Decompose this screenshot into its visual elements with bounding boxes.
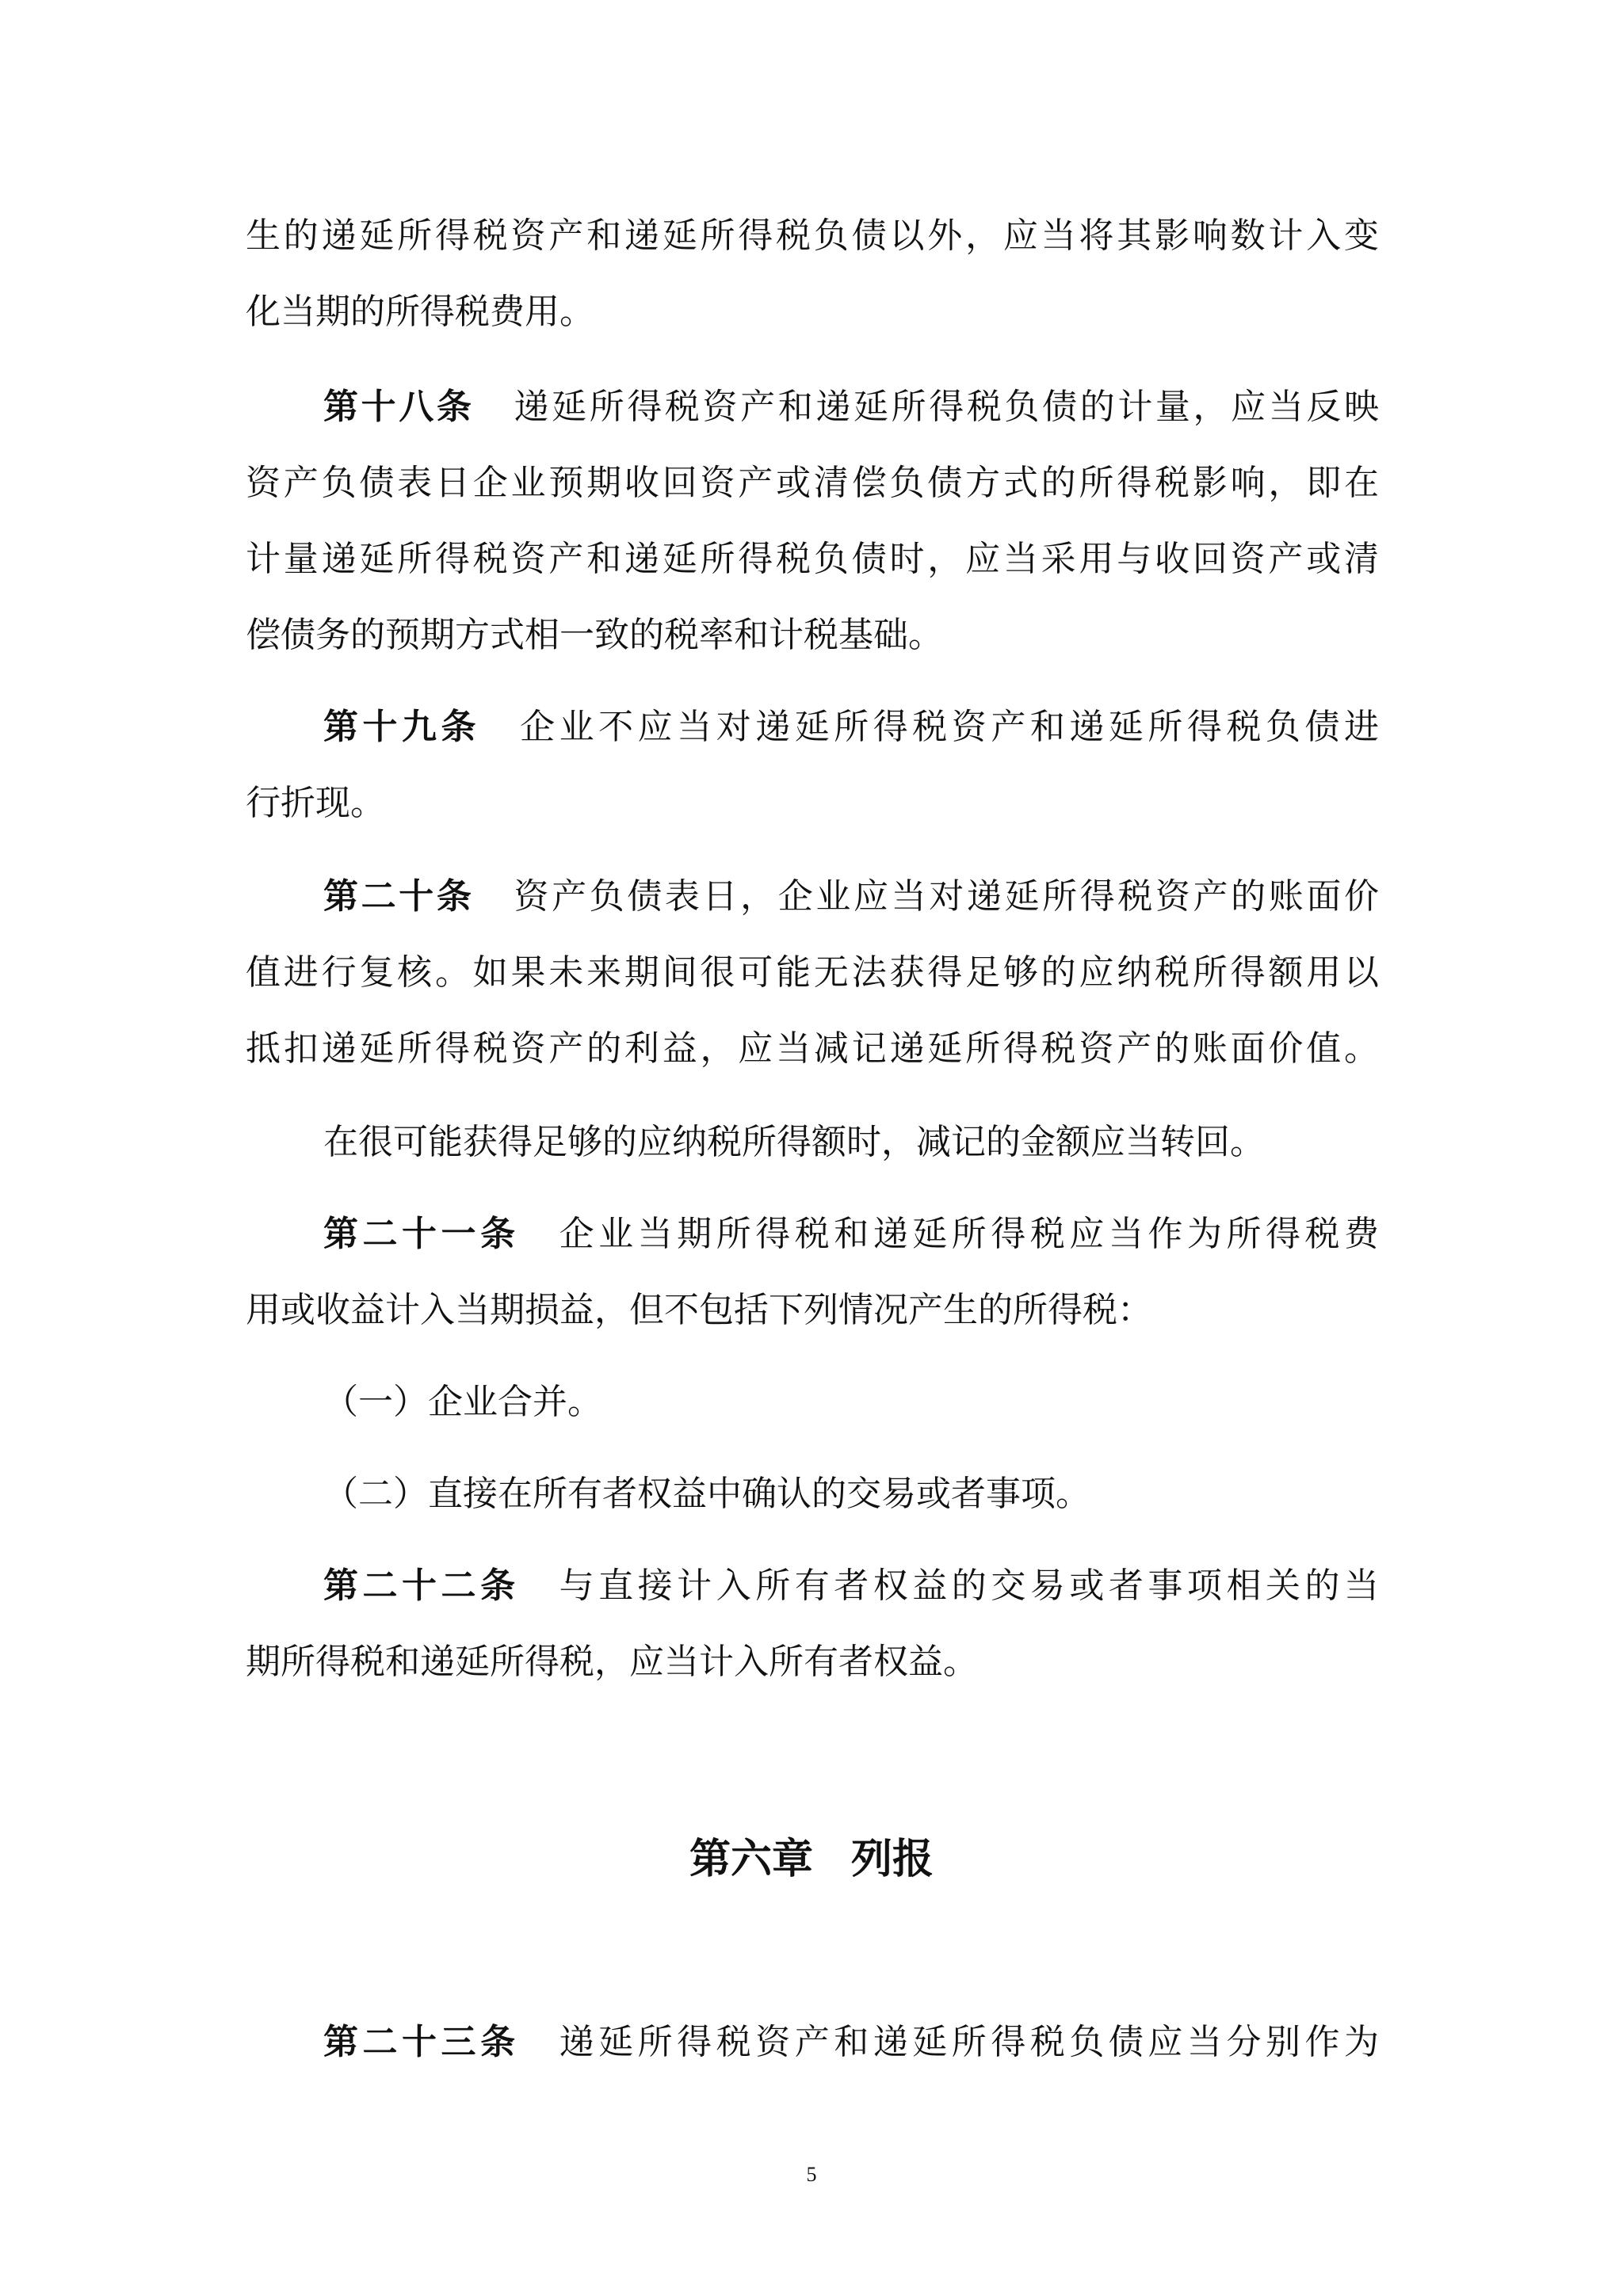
list-item: （一）企业合并。: [323, 1382, 602, 1422]
paragraph-line: 化当期的所得税费用。: [246, 292, 594, 332]
paragraph-line: 用或收益计入当期损益，但不包括下列情况产生的所得税：: [246, 1290, 1152, 1330]
article-23-first-line: [323, 2019, 1379, 2066]
article-text: 企业不应当对递延所得税资产和递延所得税负债进: [520, 707, 1379, 747]
paragraph-line: 值进行复核。如果未来期间很可能无法获得足够的应纳税所得额用以: [246, 952, 1379, 993]
article-label: 第二十条: [323, 876, 475, 917]
article-text: 与直接计入所有者权益的交易或者事项相关的当: [559, 1566, 1379, 1606]
paragraph-line: 计量递延所得税资产和递延所得税负债时，应当采用与收回资产或清: [246, 539, 1379, 579]
article-label: 第二十二条: [323, 1566, 520, 1606]
chapter-heading: [0, 1832, 1623, 1887]
paragraph-line: 在很可能获得足够的应纳税所得额时，减记的金额应当转回。: [323, 1122, 1265, 1162]
chapter-number: 第六章: [689, 1836, 813, 1883]
paragraph-line: 行折现。: [246, 783, 385, 823]
article-label: 第十八条: [323, 387, 475, 427]
article-21-first-line: [323, 1211, 1379, 1258]
paragraph-line: 生的递延所得税资产和递延所得税负债以外，应当将其影响数计入变: [246, 215, 1379, 256]
article-22-first-line: [323, 1562, 1379, 1610]
article-label: 第二十一条: [323, 1214, 520, 1254]
chapter-title: 列报: [851, 1836, 934, 1883]
paragraph-line: 资产负债表日企业预期收回资产或清偿负债方式的所得税影响，即在: [246, 463, 1379, 503]
article-text: 递延所得税资产和递延所得税负债应当分别作为: [559, 2022, 1379, 2062]
paragraph-line: 抵扣递延所得税资产的利益，应当减记递延所得税资产的账面价值。: [246, 1028, 1379, 1069]
list-item: （二）直接在所有者权益中确认的交易或者事项。: [323, 1474, 1090, 1514]
article-text: 递延所得税资产和递延所得税负债的计量，应当反映: [514, 387, 1379, 427]
article-18-first-line: [323, 383, 1379, 431]
article-text: 资产负债表日，企业应当对递延所得税资产的账面价: [514, 876, 1379, 917]
article-label: 第十九条: [323, 707, 481, 747]
paragraph-line: 期所得税和递延所得税，应当计入所有者权益。: [246, 1642, 978, 1682]
article-20-first-line: [323, 873, 1379, 921]
page-number: 5: [806, 2163, 817, 2186]
article-label: 第二十三条: [323, 2022, 520, 2062]
article-text: 企业当期所得税和递延所得税应当作为所得税费: [559, 1214, 1379, 1254]
article-19-first-line: [323, 704, 1379, 751]
paragraph-line: 偿债务的预期方式相一致的税率和计税基础。: [246, 615, 943, 655]
